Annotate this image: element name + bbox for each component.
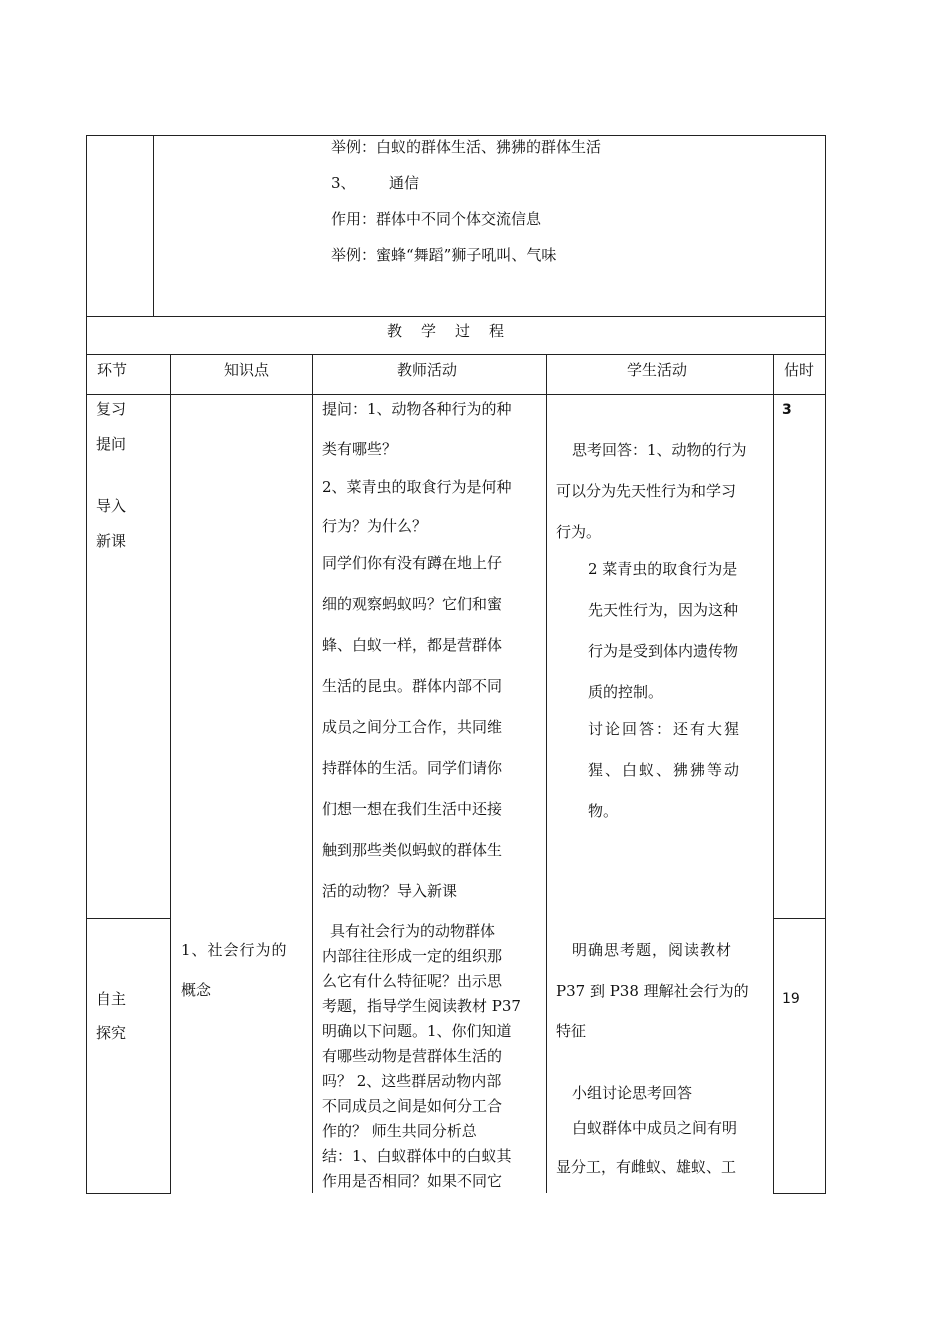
row1-stage-3: 导入 — [96, 497, 127, 515]
row1-student-line: 物。 — [588, 802, 619, 820]
row2-teacher-line: 作用是否相同？如果不同它 — [322, 1172, 503, 1190]
row2-teacher-line: 不同成员之间是如何分工合 — [322, 1097, 503, 1115]
row1-teacher-line: 持群体的生活。同学们请你 — [322, 759, 503, 777]
row2-teacher-line: 考题，指导学生阅读教材 P37 — [322, 997, 521, 1015]
row1-teacher-line: 成员之间分工合作，共同维 — [322, 718, 503, 736]
row2-knowledge-1: 1、社会行为的 — [181, 941, 288, 959]
item3-number: 3、 — [331, 174, 356, 192]
function-line: 作用：群体中不同个体交流信息 — [331, 210, 542, 228]
row1-student-line: 猩、白蚁、狒狒等动 — [588, 761, 742, 779]
row1-student-line: 质的控制。 — [588, 683, 664, 701]
col-divider-1b — [170, 918, 171, 1193]
example-line-1: 举例：白蚁的群体生活、狒狒的群体生活 — [331, 138, 602, 156]
rule-after-top — [86, 316, 826, 317]
row1-student-line: 行为。 — [556, 523, 602, 541]
row2-teacher-line: 明确以下问题。1、你们知道 — [322, 1022, 512, 1040]
col-divider-2 — [312, 354, 313, 1193]
row1-teacher-line: 蜂、白蚁一样，都是营群体 — [322, 636, 503, 654]
row1-teacher-line: 活的动物？导入新课 — [322, 882, 458, 900]
header-stage: 环节 — [97, 361, 128, 379]
row1-teacher-line: 行为？为什么？ — [322, 517, 428, 535]
example-line-2: 举例：蜜蜂“舞蹈”狮子吼叫、气味 — [331, 246, 557, 264]
row2-teacher-line: 具有社会行为的动物群体 — [330, 922, 496, 940]
row2-stage-1: 自主 — [96, 990, 127, 1008]
header-student: 学生活动 — [627, 361, 688, 379]
top-section-divider — [153, 135, 154, 316]
row1-teacher-line: 同学们你有没有蹲在地上仔 — [322, 554, 503, 572]
row2-knowledge-2: 概念 — [181, 981, 212, 999]
row1-teacher-line: 细的观察蚂蚁吗？它们和蜜 — [322, 595, 503, 613]
item3-title: 通信 — [389, 174, 420, 192]
row1-student-line: 讨论回答：还有大猩 — [588, 720, 742, 738]
row1-stage-2: 提问 — [96, 435, 127, 453]
row1-bottom-rule-left — [86, 918, 171, 919]
header-knowledge: 知识点 — [224, 361, 270, 379]
row2-stage-2: 探究 — [96, 1024, 127, 1042]
process-title: 教 学 过 程 — [387, 322, 507, 340]
row2-student-line: P37 到 P38 理解社会行为的 — [556, 982, 749, 1000]
row2-teacher-line: 结：1、白蚁群体中的白蚁其 — [322, 1147, 512, 1165]
row1-bottom-rule-right — [773, 918, 826, 919]
rule-after-header — [86, 394, 826, 395]
row1-student-line: 行为是受到体内遗传物 — [588, 642, 739, 660]
header-time: 估时 — [784, 361, 815, 379]
table-border-right — [825, 135, 826, 1193]
header-teacher: 教师活动 — [397, 361, 458, 379]
row1-stage-4: 新课 — [96, 532, 127, 550]
row2-student-line: 特征 — [556, 1022, 587, 1040]
row2-student-line: 白蚁群体中成员之间有明 — [572, 1119, 738, 1137]
row1-teacher-line: 生活的昆虫。群体内部不同 — [322, 677, 503, 695]
row1-stage-1: 复习 — [96, 400, 127, 418]
row2-student-line: 明确思考题，阅读教材 — [572, 941, 733, 959]
row1-time: 3 — [782, 402, 792, 418]
row1-student-line: 思考回答：1、动物的行为 — [572, 441, 747, 459]
row1-teacher-line: 2、菜青虫的取食行为是何种 — [322, 478, 512, 496]
table-border-top — [86, 135, 826, 136]
col-divider-4 — [773, 354, 774, 1193]
row2-student-line: 小组讨论思考回答 — [572, 1084, 693, 1102]
row2-time: 19 — [782, 991, 800, 1007]
bottom-rule-left — [86, 1193, 171, 1194]
row2-teacher-line: 内部往往形成一定的组织那 — [322, 947, 503, 965]
row2-teacher-line: 么它有什么特征呢？出示思 — [322, 972, 503, 990]
row1-teacher-line: 类有哪些？ — [322, 440, 398, 458]
row1-student-line: 2 菜青虫的取食行为是 — [588, 560, 738, 578]
row1-teacher-line: 们想一想在我们生活中还接 — [322, 800, 503, 818]
col-divider-3 — [546, 354, 547, 1193]
row1-teacher-line: 提问：1、动物各种行为的种 — [322, 400, 512, 418]
table-border-left — [86, 135, 87, 1193]
row1-teacher-line: 触到那些类似蚂蚁的群体生 — [322, 841, 503, 859]
row2-teacher-line: 吗？ 2、这些群居动物内部 — [322, 1072, 502, 1090]
row2-teacher-line: 有哪些动物是营群体生活的 — [322, 1047, 503, 1065]
row2-teacher-line: 作的？ 师生共同分析总 — [322, 1122, 477, 1140]
row2-student-line: 显分工，有雌蚁、雄蚁、工 — [556, 1158, 737, 1176]
bottom-rule-right — [773, 1193, 826, 1194]
rule-after-title — [86, 354, 826, 355]
row1-student-line: 先天性行为，因为这种 — [588, 601, 739, 619]
row1-student-line: 可以分为先天性行为和学习 — [556, 482, 737, 500]
col-divider-1a — [170, 354, 171, 918]
